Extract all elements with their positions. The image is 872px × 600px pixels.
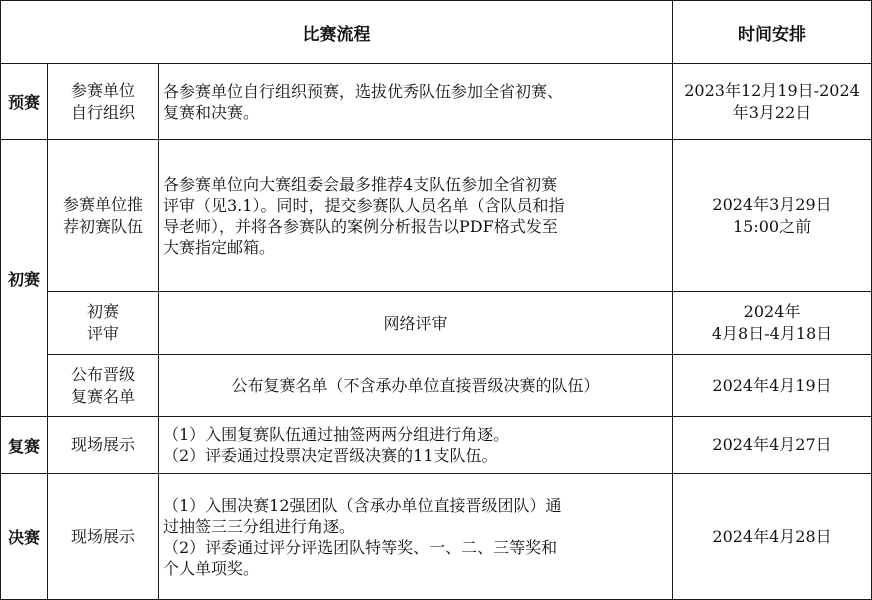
time-line: 2024年4月28日: [712, 526, 832, 546]
stage-cell: 预赛: [1, 64, 48, 140]
time-line: 2024年: [743, 302, 801, 321]
stage-cell: 初赛: [1, 140, 48, 417]
step-line: 初赛: [86, 302, 119, 321]
step-cell: [48, 417, 159, 474]
desc-line: （2）评委通过评分评选团队特等奖、一、二、三等奖和: [163, 537, 558, 557]
desc-cell: [159, 292, 673, 355]
header-schedule: 时间安排: [673, 1, 872, 64]
table-row: [1, 64, 872, 140]
table-row: [1, 292, 872, 355]
table-row: [1, 474, 872, 600]
time-cell: [673, 355, 872, 417]
time-line: 年3月22日: [732, 102, 812, 122]
desc-cell: [159, 417, 673, 474]
step-line: 复赛名单: [70, 386, 135, 406]
desc-line: 复赛和决赛。: [163, 102, 260, 122]
time-line: 2024年3月29日: [712, 194, 832, 214]
desc-line: 过抽签三三分组进行角逐。: [163, 516, 356, 536]
desc-line: 各参赛单位向大赛组委会最多推荐4支队伍参加全省初赛: [163, 174, 558, 194]
time-cell: [673, 474, 872, 600]
desc-line: （1）入围复赛队伍通过抽签两两分组进行角逐。: [163, 425, 510, 444]
time-line: 4月8日-4月18日: [711, 324, 833, 343]
table-row: [1, 355, 872, 417]
step-line: 公布晋级: [70, 364, 135, 384]
step-cell: [48, 292, 159, 355]
desc-line: （1）入围决赛12强团队（含承办单位直接晋级团队）通: [163, 495, 562, 515]
time-line: 2024年4月27日: [712, 435, 832, 454]
time-cell: [673, 140, 872, 292]
desc-line: 大赛指定邮箱。: [163, 237, 276, 257]
stage-cell: 决赛: [1, 474, 48, 600]
time-cell: [673, 417, 872, 474]
time-line: 15:00之前: [732, 216, 812, 236]
step-line: 评审: [86, 324, 119, 343]
table-row: [1, 140, 872, 292]
desc-line: 各参赛单位自行组织预赛，选拔优秀队伍参加全省初赛、: [163, 81, 564, 101]
desc-line: 评审（见3.1）。同时，提交参赛队人员名单（含队员和指: [163, 195, 565, 215]
step-line: 参赛单位: [70, 80, 135, 100]
stage-cell: 复赛: [1, 417, 48, 474]
header-row: [1, 1, 872, 64]
step-cell: [48, 140, 159, 292]
time-line: 2023年12月19日-2024: [684, 80, 860, 100]
step-line: 自行组织: [70, 102, 135, 122]
step-cell: [48, 474, 159, 600]
desc-line: 导老师），并将各参赛队的案例分析报告以PDF格式发至: [163, 216, 558, 236]
time-cell: [673, 292, 872, 355]
desc-line: 个人单项奖。: [163, 558, 260, 578]
desc-line: 网络评审: [383, 313, 448, 333]
step-cell: [48, 355, 159, 417]
desc-line: （2）评委通过投票决定晋级决赛的11支队伍。: [163, 446, 498, 465]
table-row: [1, 417, 872, 474]
step-line: 参赛单位推: [62, 194, 143, 214]
time-line: 2024年4月19日: [712, 375, 832, 395]
step-line: 现场展示: [70, 435, 135, 454]
desc-cell: [159, 64, 673, 140]
step-line: 荐初赛队伍: [62, 216, 143, 236]
step-line: 现场展示: [70, 526, 135, 546]
step-cell: [48, 64, 159, 140]
desc-cell: [159, 140, 673, 292]
desc-cell: [159, 355, 673, 417]
desc-line: 公布复赛名单（不含承办单位直接晋级决赛的队伍）: [231, 376, 600, 395]
desc-cell: [159, 474, 673, 600]
time-cell: [673, 64, 872, 140]
header-process: 比赛流程: [1, 1, 673, 64]
